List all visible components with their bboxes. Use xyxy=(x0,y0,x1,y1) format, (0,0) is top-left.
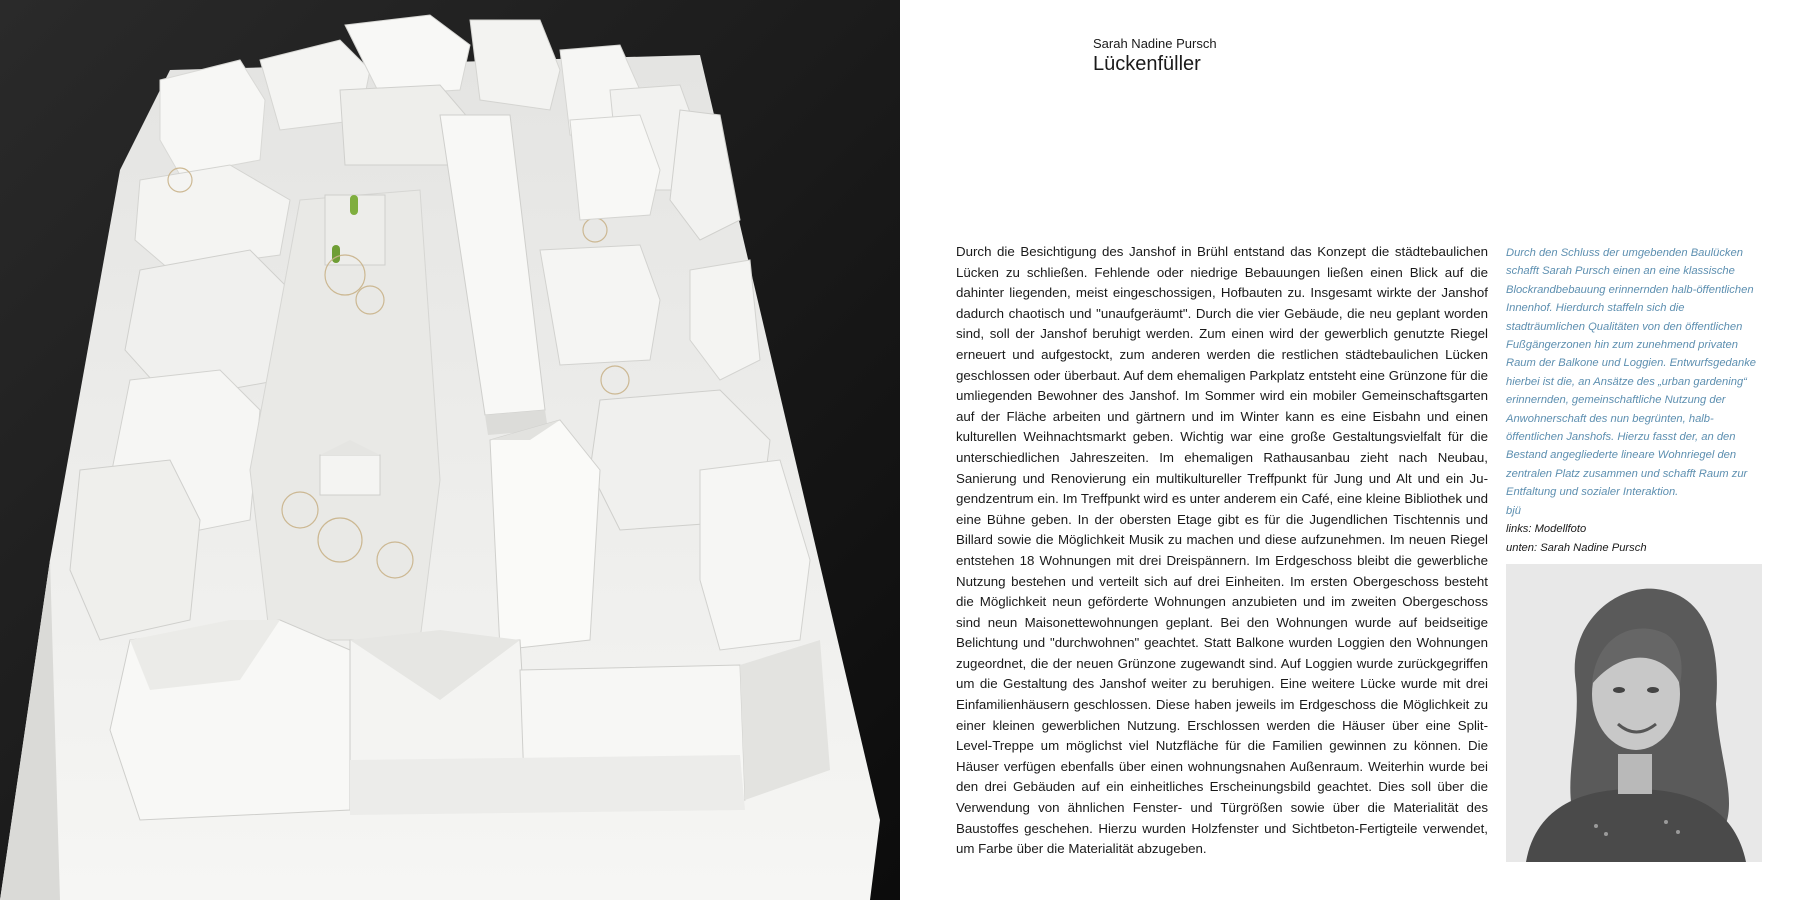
article-title: Lückenfüller xyxy=(1093,53,1201,75)
credit-below: unten: Sarah Nadine Pursch xyxy=(1506,541,1647,554)
article-body xyxy=(956,242,1488,860)
caption-text: Durch den Schluss der umgebenden Baulücken schafft Sarah Pursch einen an eine klassische Blockrandbebauung erinnernden halb-öffentlichen Innenhof. Hierdurch staffeln sich die stadträumlichen Qualitäten von den öffentlichen Fußgängerzonen hin zum zunehmend privaten Raum der Balkone und Loggien. Entwurfsgedanke hierbei ist die, an Ansätze des „urban gardening“ erinnernden, gemeinschaftliche Nutzung der Anwohnerschaft des nun begrünten, halb-öffentlichen Janshofs. Hierzu fasst der, an den Bestand angegliederte lineare Wohnriegel den zentralen Platz zusammen und schafft Raum zur Entfaltung und sozialer Interaktion. xyxy=(1506,247,1757,499)
portrait-image xyxy=(1506,564,1762,862)
caption-initials: bjü xyxy=(1506,504,1521,517)
author-portrait xyxy=(1506,564,1762,862)
sidebar-caption xyxy=(1506,244,1762,557)
author-name: Sarah Nadine Pursch xyxy=(1093,36,1217,51)
body-paragraph: Durch die Besichtigung des Janshof in Brühl entstand das Konzept die städtebaulichen Lücken zu schließen. Fehlende oder niedrige Bebauungen ließen einen Blick auf die dahinter liegenden, meist eingeschossigen, Hofbauten zu. Insgesamt wirkte der Janshof dadurch chaotisch und "unaufgeräumt". Durch die vier Gebäude, die neu geplant worden sind, soll der Janshof beruhigt werden. Zum einen wird der gewerblich genutzte Riegel erneuert und aufgestockt, zum anderen werden die restlichen städtebaulichen Lücken geschlossen oder überbaut. Auf dem ehemaligen Parkplatz entsteht eine Grünzone für die umliegenden Bewohner des Janshof. Im Sommer wird ein mobiler Gemeinschaftsgarten auf der Fläche arbeiten und gärtnern und im Winter kann es eine Eisbahn und einen kulturellen Weihnachtsmarkt geben. Wichtig war eine große Gestaltungsvielfalt für die unterschiedlichen Jahreszeiten. Im ehemaligen Rathausanbau zieht nach Neubau, Sanierung und Renovierung ein multikultureller Treffpunkt für Jung und Alt und ein Jugendzentrum ein. Im Treffpunkt wird es unter anderem ein Café, eine kleine Bibliothek und eine Bühne geben. In der obersten Etage gibt es für die Jugendlichen Tischtennis und Billard sowie die Möglichkeit Musik zu machen und diese aufzunehmen. Im neuen Riegel entstehen 18 Wohnungen mit drei Dreispännern. Im Erdgeschoss bleibt die gewerbliche Nutzung bestehen und verteilt sich auf drei Einheiten. Im ersten Obergeschoss besteht die Möglichkeit neun geförderte Wohnungen anzubieten und im zweiten Obergeschoss sind neun Maisonettewohnungen geplant. Bei den Wohnungen wurde auf beidseitige Belichtung und "durchwohnen" geachtet. Statt Balkone wurden Loggien den Wohnungen zugeordnet, die der neuen Grünzone zugewandt sind. Auf Loggien wurde zurückgegriffen um die Gestaltung des Janshof weiter zu beruhigen. Eine weitere Lücke wurde mit drei Einfamilienhäusern geschlossen. Diese haben jeweils im Erdgeschoss die Möglichkeit zu einer kleinen gewerblichen Nutzung. Erschlossen werden die Häuser über eine Split-Level-Treppe um möglichst viel Nutzfläche für die Familien gewinnen zu können. Die Häuser verfügen ebenfalls über einen wohnungsnahen Außenraum. Weiterhin wurde bei den drei Gebäuden auf ein einheitliches Erscheinungsbild geachtet. Dies soll über die Verwendung von ähnlichen Fenster- und Türgrößen sowie über die Materialität des Baustoffes geschehen. Hierzu wurden Holzfenster und Sichtbeton-Fertigteile verwendet, um Farbe über die Materialität abzugeben. xyxy=(956,244,1488,857)
credit-left: links: Modellfoto xyxy=(1506,523,1587,536)
